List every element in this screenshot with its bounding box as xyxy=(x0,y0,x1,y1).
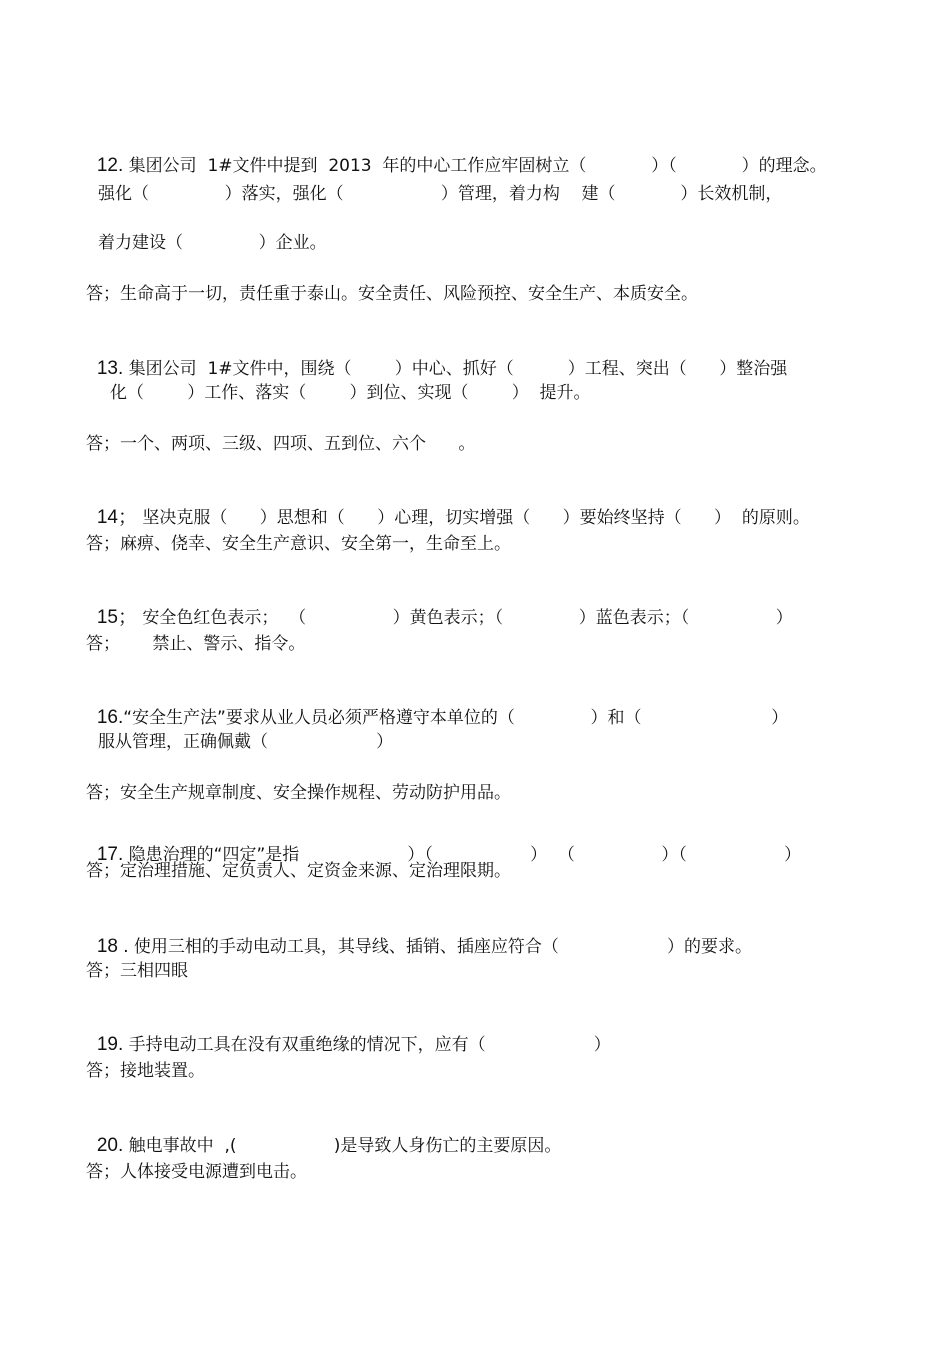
question-16 xyxy=(86,682,788,730)
question-14 xyxy=(86,482,810,530)
question-13-line2: 化（ ）工作、落实（ ）到位、实现（ ） 提升。 xyxy=(110,383,591,403)
question-number: 20. xyxy=(96,1135,124,1156)
question-12-line2: 强化（ ）落实，强化（ ）管理，着力构 建（ ）长效机制， xyxy=(98,184,783,204)
question-15 xyxy=(86,582,793,630)
question-text: 使用三相的手动电动工具，其导线、插销、插座应符合（ ）的要求。 xyxy=(133,937,752,957)
question-number: 14； xyxy=(96,507,137,528)
question-text: “安全生产法”要求从业人员必须严格遵守本单位的（ ）和（ ） xyxy=(123,708,789,728)
question-18 xyxy=(86,911,752,959)
question-13 xyxy=(86,333,787,381)
question-number: 13. xyxy=(96,358,124,379)
question-text: 安全色红色表示； （ ）黄色表示；（ ）蓝色表示；（ ） xyxy=(142,608,793,628)
answer-17: 答；定治理措施、定负责人、定资金来源、定治理限期。 xyxy=(86,861,511,881)
question-19 xyxy=(86,1009,611,1057)
answer-16: 答；安全生产规章制度、安全操作规程、劳动防护用品。 xyxy=(86,783,511,803)
question-number: 15； xyxy=(96,607,137,628)
answer-18: 答；三相四眼 xyxy=(86,961,188,981)
question-text: 坚决克服（ ）思想和（ ）心理，切实增强（ ）要始终坚持（ ） 的原则。 xyxy=(142,508,810,528)
answer-20: 答；人体接受电源遭到电击。 xyxy=(86,1162,307,1182)
question-number: 12. xyxy=(96,155,124,176)
question-12 xyxy=(86,130,827,178)
question-text: 集团公司 1#文件中提到 2013 年的中心工作应牢固树立（ ）（ ）的理念。 xyxy=(128,156,827,176)
answer-12: 答；生命高于一切，责任重于泰山。安全责任、风险预控、安全生产、本质安全。 xyxy=(86,284,698,304)
question-text: 触电事故中 ,( )是导致人身伤亡的主要原因。 xyxy=(128,1136,562,1156)
answer-14: 答；麻痹、侥幸、安全生产意识、安全第一，生命至上。 xyxy=(86,534,511,554)
question-number: 19. xyxy=(96,1034,124,1055)
answer-13: 答；一个、两项、三级、四项、五到位、六个 。 xyxy=(86,434,476,454)
answer-15: 答； 禁止、警示、指令。 xyxy=(86,634,306,654)
question-20 xyxy=(86,1110,561,1158)
question-text: 集团公司 1#文件中，围绕（ ）中心、抓好（ ）工程、突出（ ）整治强 xyxy=(128,359,788,379)
question-text: 手持电动工具在没有双重绝缘的情况下，应有（ ） xyxy=(128,1035,611,1055)
question-12-line3: 着力建设（ ）企业。 xyxy=(98,233,327,253)
question-text: 隐患治理的“四定”是指 ）（ ） （ ）（ ） xyxy=(128,845,802,865)
question-number: 18 . xyxy=(96,936,129,957)
answer-19: 答；接地装置。 xyxy=(86,1061,205,1081)
question-number: 16. xyxy=(96,707,124,728)
question-number: 17. xyxy=(96,844,124,865)
question-16-line2: 服从管理，正确佩戴（ ） xyxy=(98,732,394,752)
